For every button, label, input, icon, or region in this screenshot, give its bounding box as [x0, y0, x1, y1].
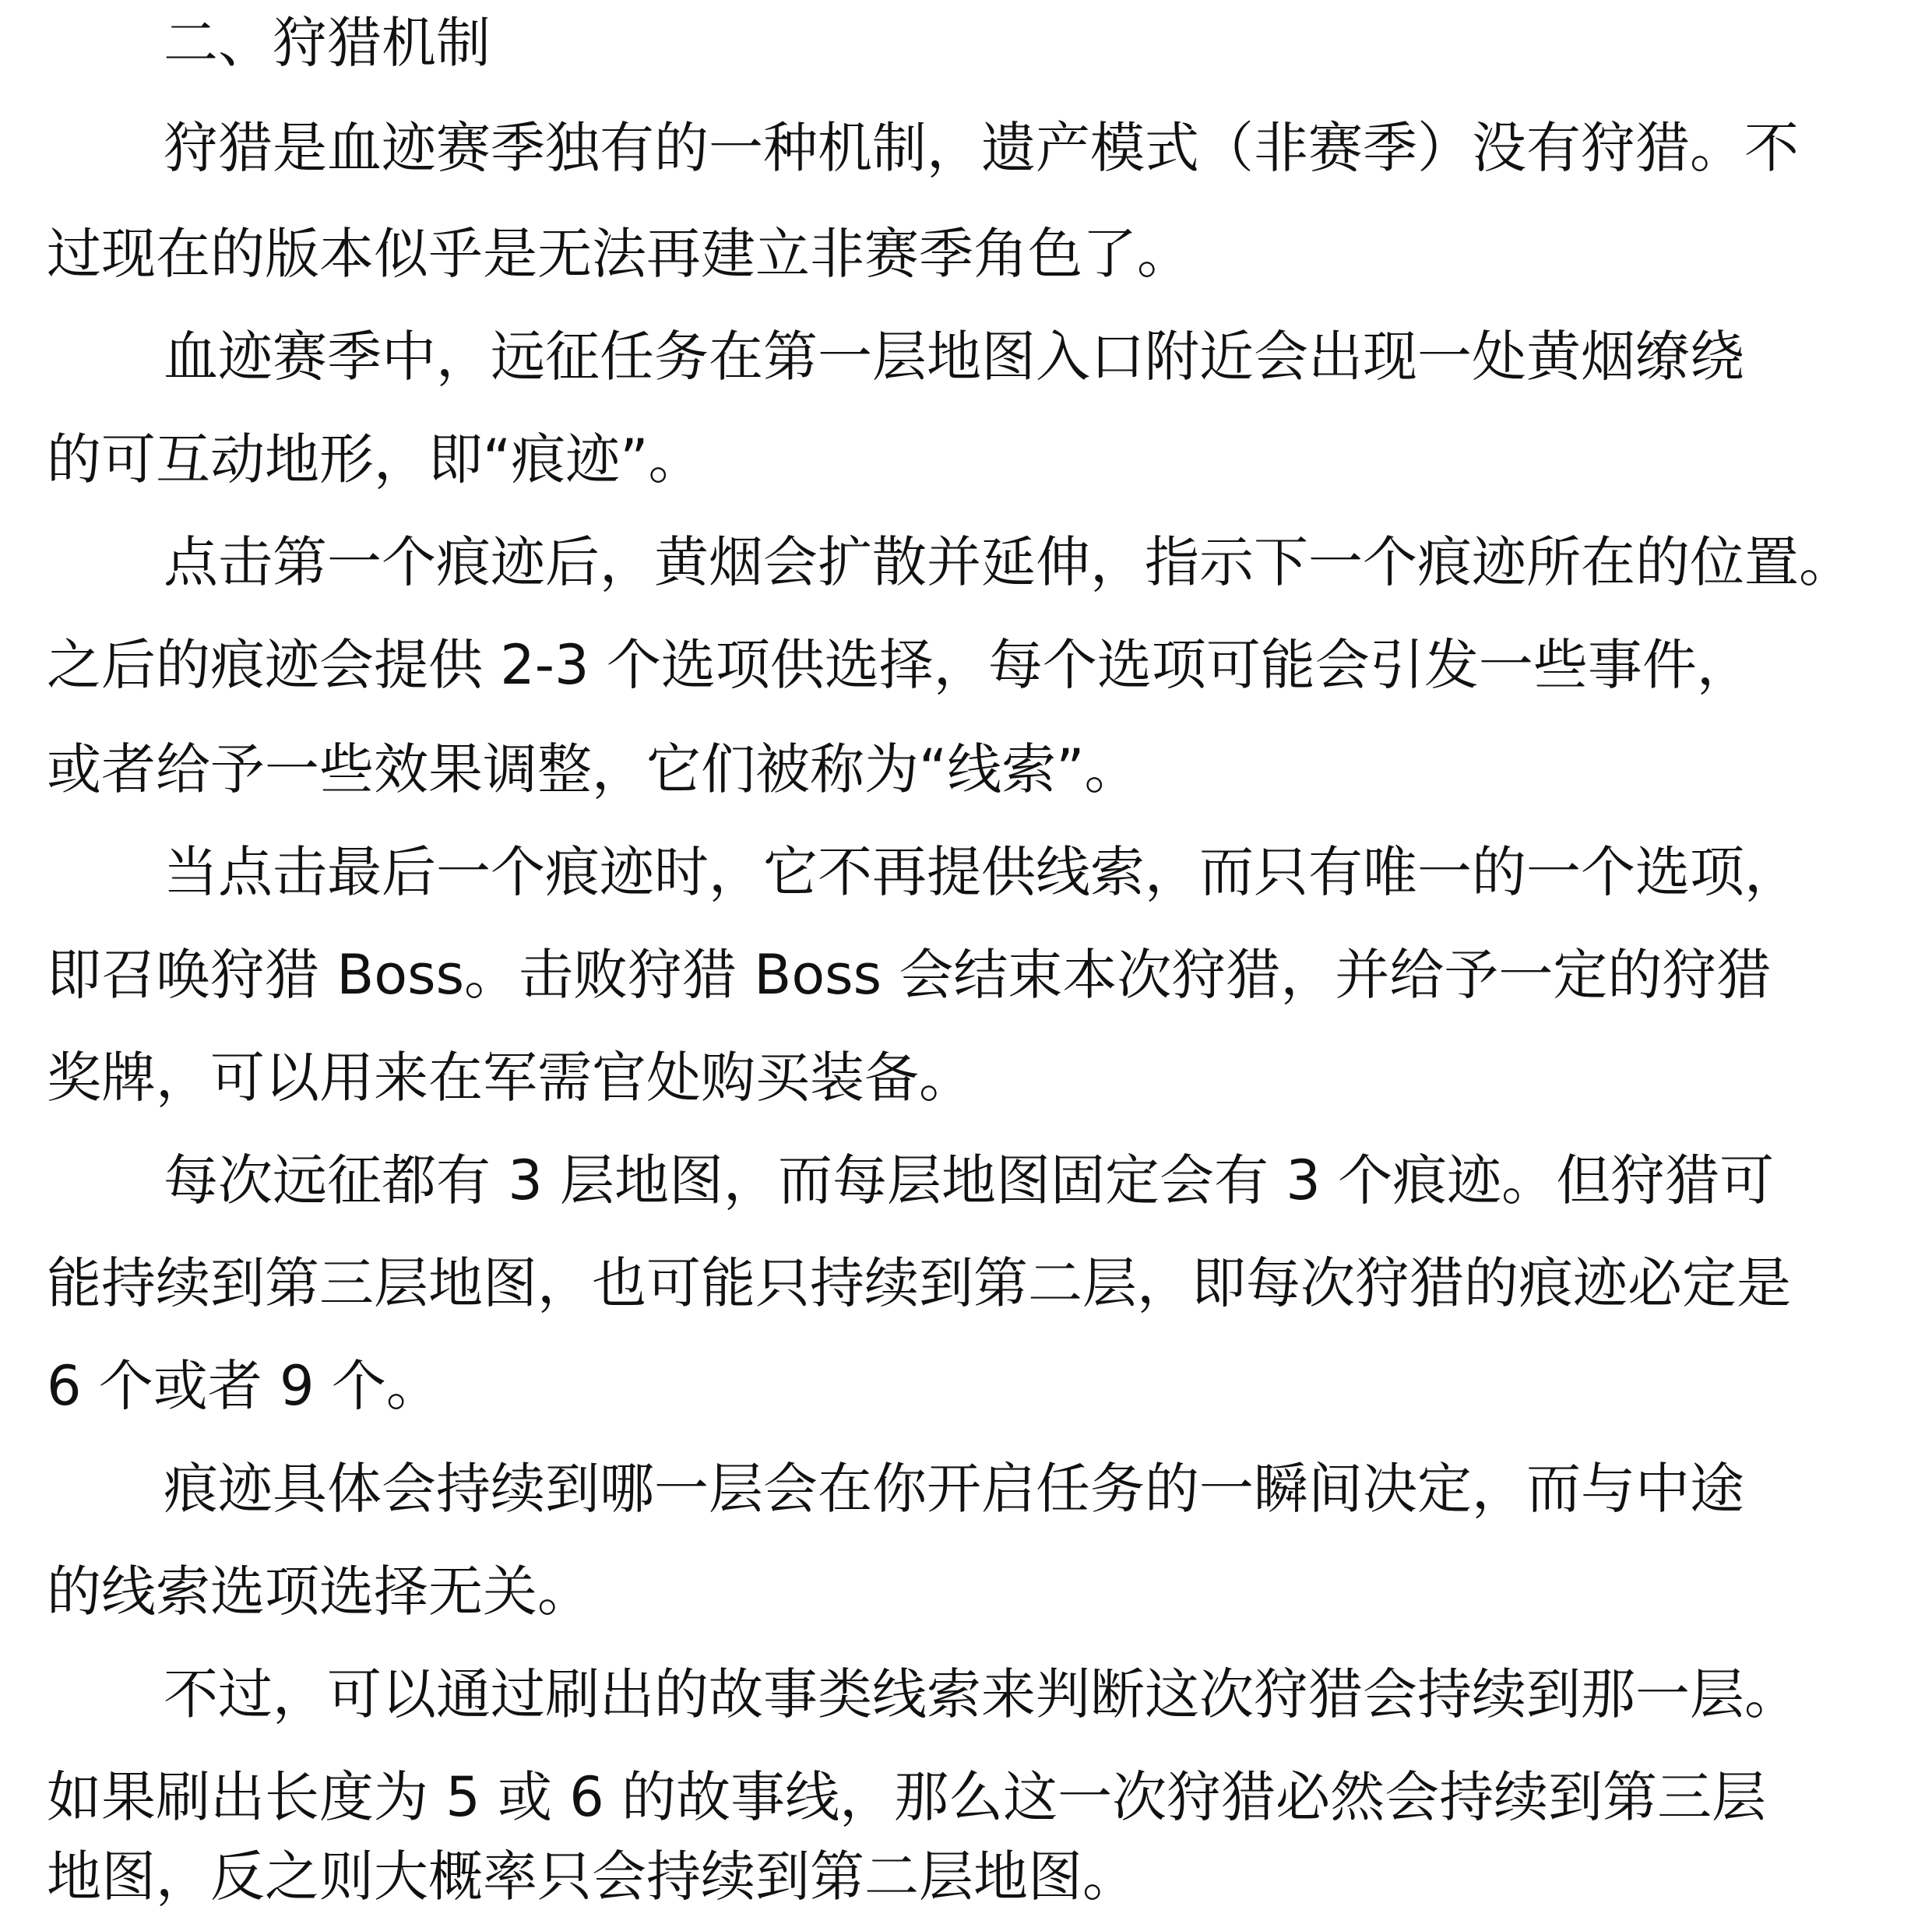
paragraph-4-line-2: 即召唤狩猎 Boss。击败狩猎 Boss 会结束本次狩猎，并给予一定的狩猎 [47, 943, 1772, 1007]
paragraph-5-line-1: 每次远征都有 3 层地图，而每层地图固定会有 3 个痕迹。但狩猎可 [164, 1148, 1775, 1212]
paragraph-6-line-1: 痕迹具体会持续到哪一层会在你开启任务的一瞬间决定，而与中途 [164, 1457, 1744, 1521]
paragraph-1-line-1: 狩猎是血迹赛季独有的一种机制，遗产模式（非赛季）没有狩猎。不 [164, 116, 1799, 180]
paragraph-3-line-3: 或者给予一些效果调整，它们被称为“线索”。 [47, 737, 1139, 801]
paragraph-3-line-1: 点击第一个痕迹后，黄烟会扩散并延伸，指示下一个痕迹所在的位置。 [164, 530, 1853, 594]
paragraph-6-line-2: 的线索选项选择无关。 [47, 1560, 592, 1623]
paragraph-2-line-1: 血迹赛季中，远征任务在第一层地图入口附近会出现一处黄烟缭绕 [164, 325, 1744, 389]
paragraph-2-line-2: 的可互动地形，即“痕迹”。 [47, 427, 703, 491]
paragraph-7-line-3: 地图，反之则大概率只会持续到第二层地图。 [47, 1845, 1137, 1908]
paragraph-1-line-2: 过现在的版本似乎是无法再建立非赛季角色了。 [47, 222, 1191, 286]
paragraph-7-line-2: 如果刷出长度为 5 或 6 的故事线，那么这一次狩猎必然会持续到第三层 [47, 1765, 1767, 1829]
paragraph-7-line-1: 不过，可以通过刷出的故事类线索来判断这次狩猎会持续到那一层。 [164, 1662, 1799, 1726]
paragraph-5-line-3: 6 个或者 9 个。 [47, 1354, 441, 1418]
paragraph-5-line-2: 能持续到第三层地图，也可能只持续到第二层，即每次狩猎的痕迹必定是 [47, 1251, 1791, 1315]
section-heading: 二、狩猎机制 [164, 11, 491, 75]
paragraph-3-line-2: 之后的痕迹会提供 2-3 个选项供选择，每个选项可能会引发一些事件， [47, 633, 1751, 697]
paragraph-4-line-3: 奖牌，可以用来在军需官处购买装备。 [47, 1046, 973, 1110]
paragraph-4-line-1: 当点击最后一个痕迹时，它不再提供线索，而只有唯一的一个选项， [164, 840, 1799, 904]
